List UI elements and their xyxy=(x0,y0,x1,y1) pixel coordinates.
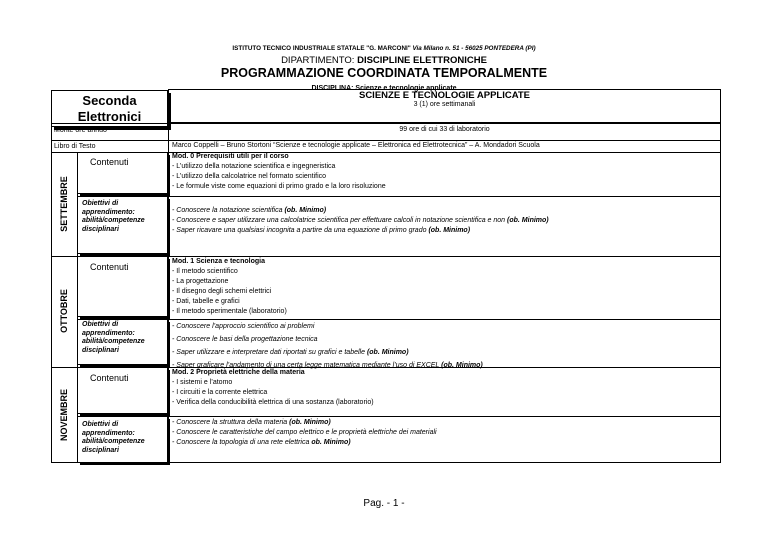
module-title xyxy=(172,257,287,317)
objective-item: - Conoscere l’approccio scientifico ai problemi xyxy=(172,323,315,330)
department-value: DISCIPLINE ELETTRONICHE xyxy=(357,55,487,66)
objectives-list xyxy=(172,206,549,236)
month-label: OTTOBRE xyxy=(59,289,69,333)
content-item: - Il metodo scientifico xyxy=(172,268,238,275)
contenuti-label: Contenuti xyxy=(90,373,129,383)
month-label: SETTEMBRE xyxy=(59,176,69,232)
module-title xyxy=(172,152,386,192)
section-divider xyxy=(77,319,721,320)
content-item: - L’utilizzo della notazione scientifica e ingegneristica xyxy=(172,163,336,170)
class-line-1: Seconda xyxy=(82,93,137,108)
objective-item: - Conoscere la struttura della materia (ob. Minimo) xyxy=(172,419,331,426)
libro-label: Libro di Testo xyxy=(54,143,96,150)
libro-value: Marco Coppelli – Bruno Stortoni “Scienze e tecnologie applicate – Elettronica ed Elettrotecnica” – A. Mondadori Scuola xyxy=(172,142,540,149)
content-item: - I sistemi e l’atomo xyxy=(172,379,233,386)
section-divider xyxy=(77,416,721,417)
document-title: PROGRAMMAZIONE COORDINATA TEMPORALMENTE xyxy=(220,66,548,80)
content-item: - La progettazione xyxy=(172,278,229,285)
obiettivi-label-box xyxy=(77,196,168,254)
obiettivi-label: Obiettivi di apprendimento: abilità/competenze disciplinari xyxy=(82,200,145,233)
objective-item: - Conoscere e saper utilizzare una calcolatrice scientifica per effettuare calcoli in notazione scientifica e non (ob. Minimo) xyxy=(172,217,549,224)
objective-item: - Saper graficare l’andamento di una certa legge matematica mediante l’uso di EXCEL (ob. Minimo) xyxy=(172,362,483,369)
module-title xyxy=(172,368,374,408)
section-divider xyxy=(77,196,721,197)
content-item: - Il metodo sperimentale (laboratorio) xyxy=(172,308,287,315)
obiettivi-label: Obiettivi di apprendimento: abilità/competenze disciplinari xyxy=(82,421,145,454)
department-label: DIPARTIMENTO: xyxy=(281,55,355,66)
content-item: - Verifica della conducibilità elettrica di una sostanza (laboratorio) xyxy=(172,399,374,406)
school-header xyxy=(0,45,768,52)
page-number: Pag. - 1 - xyxy=(363,498,405,509)
school-address: Via Milano n. 51 - 56025 PONTEDERA (PI) xyxy=(412,45,536,52)
objectives-list xyxy=(172,321,483,372)
objective-item: - Conoscere le caratteristiche del campo elettrico e le proprietà elettriche dei materiali xyxy=(172,429,437,436)
month-label: NOVEMBRE xyxy=(59,389,69,442)
content-item: - Le formule viste come equazioni di primo grado e la loro risoluzione xyxy=(172,183,386,190)
obiettivi-label: Obiettivi di apprendimento: abilità/competenze disciplinari xyxy=(82,321,145,354)
objective-item: - Conoscere le basi della progettazione tecnica xyxy=(172,336,318,343)
content-item: - L’utilizzo della calcolatrice nel formato scientifico xyxy=(172,173,327,180)
contenuti-label-box xyxy=(77,152,168,194)
monte-ore-label: Monte ore annuo xyxy=(54,127,107,134)
school-name: ISTITUTO TECNICO INDUSTRIALE STATALE "G. MARCONI" xyxy=(232,45,411,52)
col-divider xyxy=(168,123,169,152)
department-header xyxy=(0,55,768,66)
module-title-text: Mod. 1 Scienza e tecnologia xyxy=(172,258,265,265)
module-title-text: Mod. 0 Prerequisiti utili per il corso xyxy=(172,153,289,160)
obiettivi-label-box xyxy=(77,319,168,365)
contenuti-label-box xyxy=(77,367,168,414)
contenuti-label: Contenuti xyxy=(90,157,129,167)
content-item: - Dati, tabelle e grafici xyxy=(172,298,240,305)
content-item: - Il disegno degli schemi elettrici xyxy=(172,288,272,295)
monte-ore-value: 99 ore di cui 33 di laboratorio xyxy=(399,126,490,133)
class-line-2: Elettronici xyxy=(77,109,142,124)
discipline-line: DISCIPLINA: Scienze e tecnologie applicate xyxy=(311,85,457,92)
objective-item: - Saper utilizzare e interpretare dati riportati su grafici e tabelle (ob. Minimo) xyxy=(172,349,409,356)
subject-box xyxy=(168,89,721,123)
subject-hours: 3 (1) ore settimanali xyxy=(413,101,476,108)
objectives-list xyxy=(172,418,437,448)
content-item: - I circuiti e la corrente elettrica xyxy=(172,389,268,396)
subject-name: SCIENZE E TECNOLOGIE APPLICATE xyxy=(358,90,530,101)
contenuti-label-box xyxy=(77,256,168,317)
objective-item: - Conoscere la notazione scientifica (ob. Minimo) xyxy=(172,207,327,214)
contenuti-label: Contenuti xyxy=(90,262,129,272)
obiettivi-label-box xyxy=(77,416,168,463)
objective-item: - Conoscere la topologia di una rete elettrica ob. Minimo) xyxy=(172,439,351,446)
objective-item: - Saper ricavare una qualsiasi incognita a partire da una equazione di primo grado (ob. Minimo) xyxy=(172,227,471,234)
module-title-text: Mod. 2 Proprietà elettriche della materia xyxy=(172,369,305,376)
class-box xyxy=(51,90,168,127)
